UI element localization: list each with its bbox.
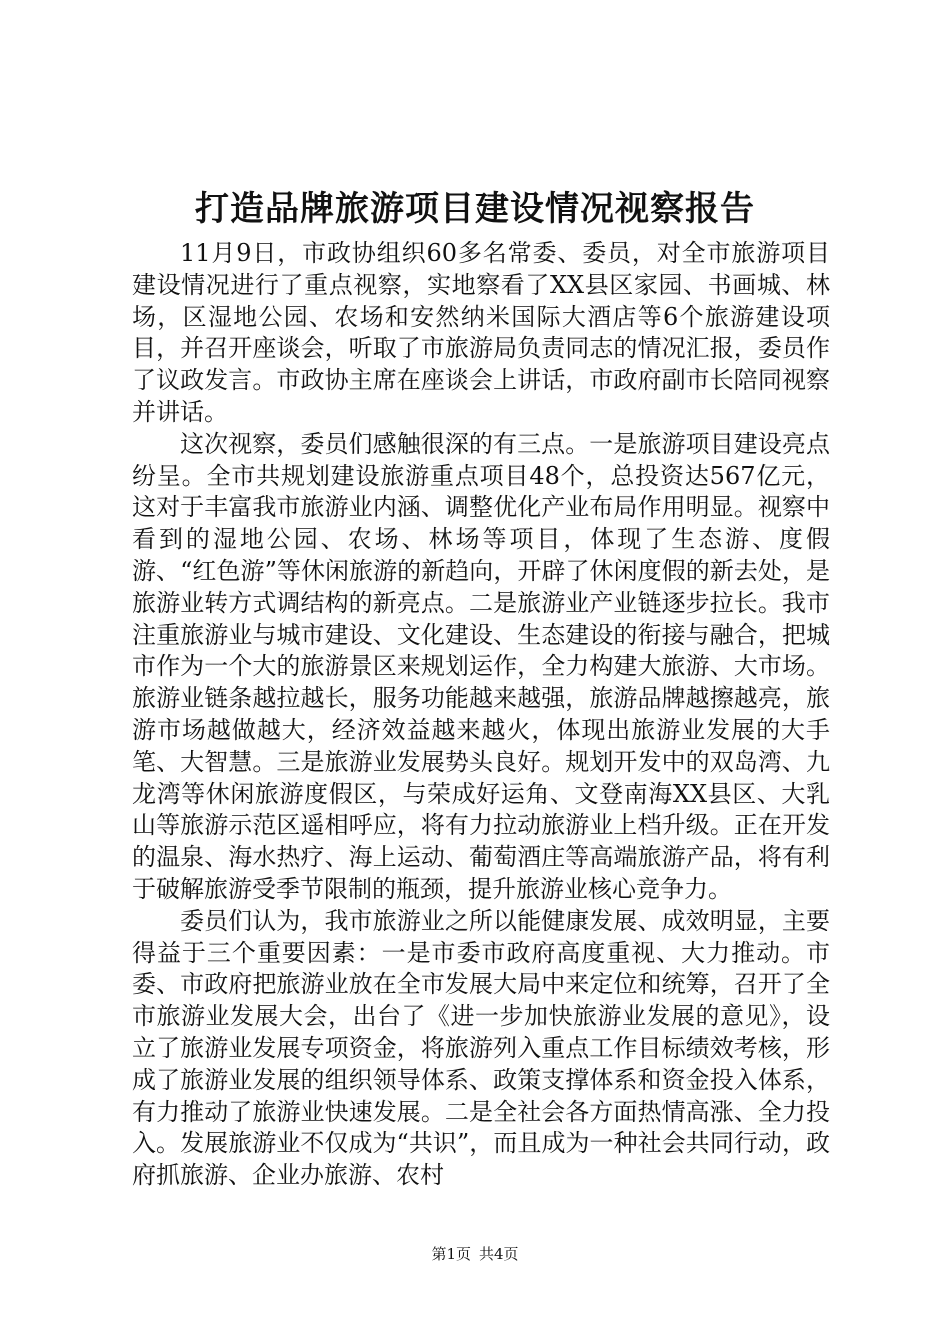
document-title: 打造品牌旅游项目建设情况视察报告	[195, 189, 755, 229]
page-number: 第1页	[431, 1245, 471, 1263]
paragraph-2: 这次视察，委员们感触很深的有三点。一是旅游项目建设亮点纷呈。全市共规划建设旅游重点项目48个，总投资达567亿元，这对于丰富我市旅游业内涵、调整优化产业布局作用明显。视察中看到的湿地公园、农场、林场等项目，体现了生态游、度假游、“红色游”等休闲旅游的新趋向，开辟了休闲度假的新去处，是旅游业转方式调结构的新亮点。二是旅游业产业链逐步拉长。我市注重旅游业与城市建设、文化建设、生态建设的衔接与融合，把城市作为一个大的旅游景区来规划运作，全力构建大旅游、大市场。旅游业链条越拉越长，服务功能越来越强，旅游品牌越擦越亮，旅游市场越做越大，经济效益越来越火，体现出旅游业发展的大手笔、大智慧。三是旅游业发展势头良好。规划开发中的双岛湾、九龙湾等休闲旅游度假区，与荣成好运角、文登南海XX县区、大乳山等旅游示范区遥相呼应，将有力拉动旅游业上档升级。正在开发的温泉、海水热疗、海上运动、葡萄酒庄等高端旅游产品，将有利于破解旅游受季节限制的瓶颈，提升旅游业核心竞争力。	[132, 429, 830, 903]
page-footer	[0, 1244, 950, 1264]
page-total: 共4页	[479, 1245, 519, 1263]
document-body	[132, 238, 830, 1192]
paragraph-3: 委员们认为，我市旅游业之所以能健康发展、成效明显，主要得益于三个重要因素：一是市委市政府高度重视、大力推动。市委、市政府把旅游业放在全市发展大局中来定位和统筹，召开了全市旅游业发展大会，出台了《进一步加快旅游业发展的意见》，设立了旅游业发展专项资金，将旅游列入重点工作目标绩效考核，形成了旅游业发展的组织领导体系、政策支撑体系和资金投入体系，有力推动了旅游业快速发展。二是全社会各方面热情高涨、全力投入。发展旅游业不仅成为“共识”，而且成为一种社会共同行动，政府抓旅游、企业办旅游、农村	[132, 906, 830, 1190]
paragraph-1: 11月9日，市政协组织60多名常委、委员，对全市旅游项目建设情况进行了重点视察，实地察看了XX县区家园、书画城、林场，区湿地公园、农场和安然纳米国际大酒店等6个旅游建设项目，并召开座谈会，听取了市旅游局负责同志的情况汇报，委员作了议政发言。市政协主席在座谈会上讲话，市政府副市长陪同视察并讲话。	[132, 239, 830, 426]
